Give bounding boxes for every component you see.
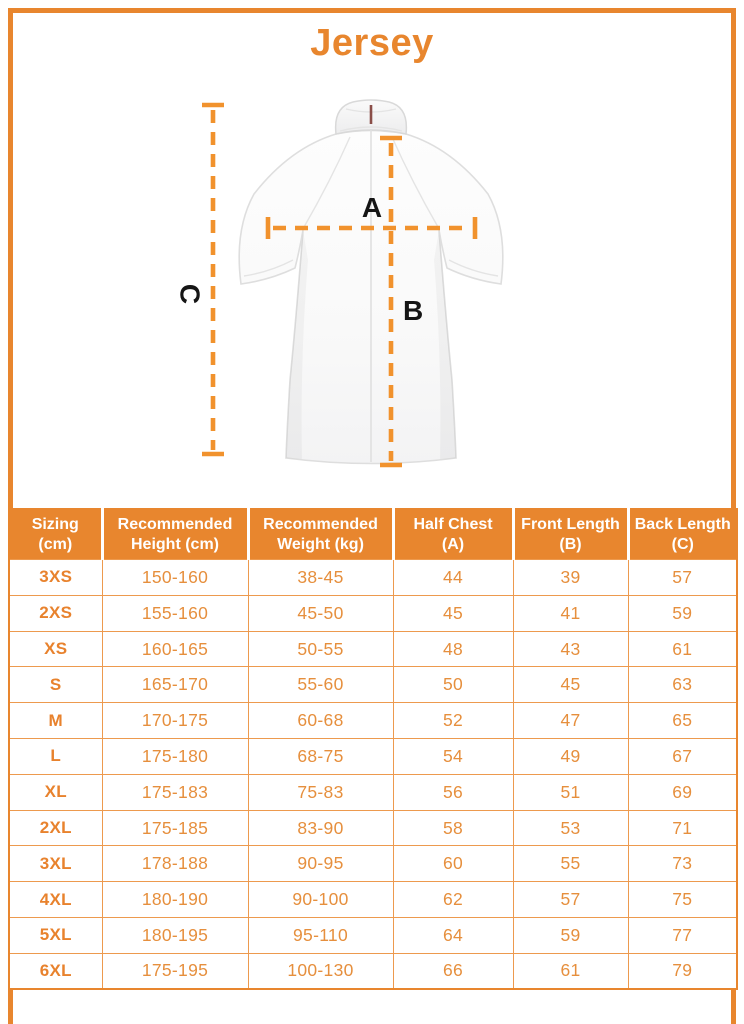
table-row	[9, 739, 737, 775]
value-cell: 79	[628, 953, 737, 989]
value-cell: 69	[628, 774, 737, 810]
value-cell: 53	[513, 810, 628, 846]
value-cell: 170-175	[102, 703, 248, 739]
measure-label-b: B	[403, 295, 424, 326]
size-table-body	[9, 560, 737, 990]
value-cell: 175-180	[102, 739, 248, 775]
value-cell: 59	[628, 595, 737, 631]
value-cell: 45	[393, 595, 513, 631]
measure-label-c: C	[174, 283, 206, 305]
table-row	[9, 595, 737, 631]
column-header: Back Length (C)	[628, 509, 737, 560]
value-cell: 65	[628, 703, 737, 739]
value-cell: 175-195	[102, 953, 248, 989]
page-title: Jersey	[310, 22, 434, 64]
value-cell: 60	[393, 846, 513, 882]
column-header: Half Chest (A)	[393, 509, 513, 560]
size-cell: 2XS	[9, 595, 102, 631]
value-cell: 160-165	[102, 631, 248, 667]
size-cell: 4XL	[9, 882, 102, 918]
value-cell: 44	[393, 560, 513, 596]
value-cell: 51	[513, 774, 628, 810]
value-cell: 83-90	[248, 810, 393, 846]
value-cell: 57	[513, 882, 628, 918]
value-cell: 55-60	[248, 667, 393, 703]
measure-c-group	[175, 105, 225, 454]
value-cell: 75-83	[248, 774, 393, 810]
value-cell: 175-185	[102, 810, 248, 846]
value-cell: 77	[628, 918, 737, 954]
table-row	[9, 882, 737, 918]
size-cell: L	[9, 739, 102, 775]
value-cell: 48	[393, 631, 513, 667]
value-cell: 63	[628, 667, 737, 703]
value-cell: 68-75	[248, 739, 393, 775]
measure-label-a: A	[361, 192, 383, 223]
value-cell: 90-95	[248, 846, 393, 882]
value-cell: 47	[513, 703, 628, 739]
size-cell: M	[9, 703, 102, 739]
table-row	[9, 667, 737, 703]
table-row	[9, 846, 737, 882]
size-table-head	[9, 509, 737, 560]
table-row	[9, 918, 737, 954]
value-cell: 45-50	[248, 595, 393, 631]
value-cell: 39	[513, 560, 628, 596]
table-row	[9, 631, 737, 667]
value-cell: 55	[513, 846, 628, 882]
jersey-image	[239, 100, 503, 464]
value-cell: 155-160	[102, 595, 248, 631]
value-cell: 71	[628, 810, 737, 846]
column-header: Recommended Height (cm)	[102, 509, 248, 560]
table-row	[9, 703, 737, 739]
header-row	[9, 509, 737, 560]
size-cell: S	[9, 667, 102, 703]
value-cell: 73	[628, 846, 737, 882]
value-cell: 59	[513, 918, 628, 954]
value-cell: 41	[513, 595, 628, 631]
value-cell: 43	[513, 631, 628, 667]
value-cell: 180-190	[102, 882, 248, 918]
value-cell: 150-160	[102, 560, 248, 596]
jersey-size-diagram	[150, 90, 600, 494]
value-cell: 38-45	[248, 560, 393, 596]
value-cell: 50-55	[248, 631, 393, 667]
value-cell: 165-170	[102, 667, 248, 703]
value-cell: 180-195	[102, 918, 248, 954]
value-cell: 61	[513, 953, 628, 989]
column-header: Sizing (cm)	[9, 509, 102, 560]
value-cell: 175-183	[102, 774, 248, 810]
value-cell: 45	[513, 667, 628, 703]
value-cell: 75	[628, 882, 737, 918]
size-cell: 3XL	[9, 846, 102, 882]
value-cell: 67	[628, 739, 737, 775]
size-cell: XS	[9, 631, 102, 667]
value-cell: 57	[628, 560, 737, 596]
table-row	[9, 953, 737, 989]
table-row	[9, 810, 737, 846]
size-cell: XL	[9, 774, 102, 810]
value-cell: 90-100	[248, 882, 393, 918]
size-table	[8, 508, 738, 990]
value-cell: 60-68	[248, 703, 393, 739]
column-header: Recommended Weight (kg)	[248, 509, 393, 560]
value-cell: 62	[393, 882, 513, 918]
table-row	[9, 774, 737, 810]
value-cell: 54	[393, 739, 513, 775]
value-cell: 49	[513, 739, 628, 775]
column-header: Front Length (B)	[513, 509, 628, 560]
value-cell: 95-110	[248, 918, 393, 954]
size-cell: 3XS	[9, 560, 102, 596]
table-row	[9, 560, 737, 596]
value-cell: 100-130	[248, 953, 393, 989]
size-cell: 2XL	[9, 810, 102, 846]
size-cell: 6XL	[9, 953, 102, 989]
value-cell: 50	[393, 667, 513, 703]
size-cell: 5XL	[9, 918, 102, 954]
value-cell: 178-188	[102, 846, 248, 882]
value-cell: 52	[393, 703, 513, 739]
value-cell: 58	[393, 810, 513, 846]
value-cell: 56	[393, 774, 513, 810]
value-cell: 61	[628, 631, 737, 667]
value-cell: 66	[393, 953, 513, 989]
value-cell: 64	[393, 918, 513, 954]
